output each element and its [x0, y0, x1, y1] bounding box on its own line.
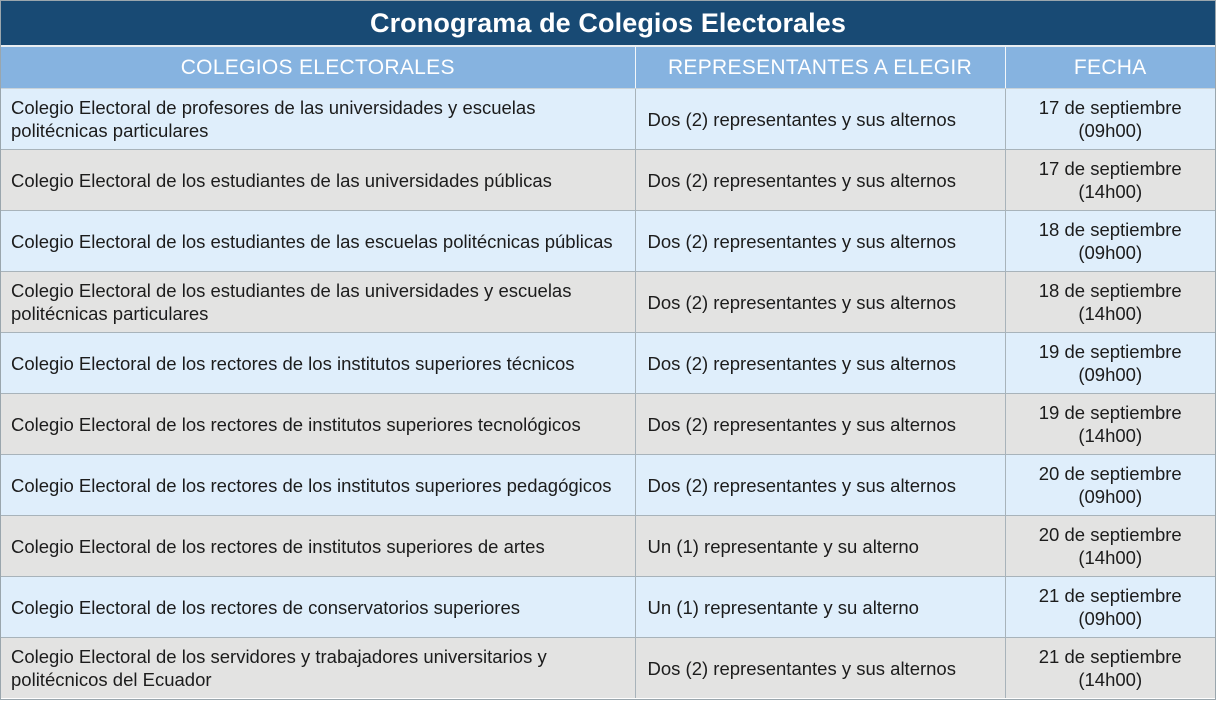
- colegio-cell: Colegio Electoral de los rectores de institutos superiores tecnológicos: [1, 394, 635, 455]
- table-row: [1, 577, 1215, 638]
- fecha-day: 17 de septiembre: [1038, 97, 1182, 118]
- table-row: [1, 150, 1215, 211]
- table-row: [1, 394, 1215, 455]
- fecha-cell: [1005, 394, 1215, 455]
- fecha-time: (14h00): [1078, 303, 1143, 324]
- representantes-cell: Un (1) representante y su alterno: [635, 577, 1005, 638]
- fecha-cell: [1005, 455, 1215, 516]
- table-row: [1, 638, 1215, 699]
- fecha-day: 21 de septiembre: [1038, 585, 1182, 606]
- fecha-day: 20 de septiembre: [1038, 524, 1182, 545]
- table-row: [1, 516, 1215, 577]
- colegio-cell: Colegio Electoral de los rectores de los institutos superiores pedagógicos: [1, 455, 635, 516]
- header-row: [1, 47, 1215, 89]
- representantes-cell: Dos (2) representantes y sus alternos: [635, 272, 1005, 333]
- fecha-day: 18 de septiembre: [1038, 219, 1182, 240]
- fecha-day: 21 de septiembre: [1038, 646, 1182, 667]
- fecha-time: (14h00): [1078, 547, 1143, 568]
- fecha-cell: [1005, 272, 1215, 333]
- fecha-day: 20 de septiembre: [1038, 463, 1182, 484]
- table-row: [1, 272, 1215, 333]
- representantes-cell: Dos (2) representantes y sus alternos: [635, 638, 1005, 699]
- colegio-cell: Colegio Electoral de los rectores de institutos superiores de artes: [1, 516, 635, 577]
- fecha-cell: [1005, 89, 1215, 150]
- fecha-day: 19 de septiembre: [1038, 402, 1182, 423]
- fecha-cell: [1005, 333, 1215, 394]
- fecha-cell: [1005, 577, 1215, 638]
- fecha-time: (09h00): [1078, 364, 1143, 385]
- fecha-time: (09h00): [1078, 486, 1143, 507]
- table-row: [1, 211, 1215, 272]
- representantes-cell: Dos (2) representantes y sus alternos: [635, 394, 1005, 455]
- fecha-time: (14h00): [1078, 669, 1143, 690]
- table-row: [1, 333, 1215, 394]
- electoral-colleges-table: [1, 47, 1215, 698]
- representantes-cell: Dos (2) representantes y sus alternos: [635, 455, 1005, 516]
- table-title: Cronograma de Colegios Electorales: [1, 1, 1215, 47]
- representantes-cell: Dos (2) representantes y sus alternos: [635, 211, 1005, 272]
- table-row: [1, 455, 1215, 516]
- fecha-day: 17 de septiembre: [1038, 158, 1182, 179]
- colegio-cell: Colegio Electoral de los rectores de los institutos superiores técnicos: [1, 333, 635, 394]
- colegio-cell: Colegio Electoral de los estudiantes de las universidades públicas: [1, 150, 635, 211]
- header-fecha: FECHA: [1005, 47, 1215, 89]
- colegio-cell: Colegio Electoral de profesores de las universidades y escuelas politécnicas particulares: [1, 89, 635, 150]
- colegio-cell: Colegio Electoral de los estudiantes de las escuelas politécnicas públicas: [1, 211, 635, 272]
- table-row: [1, 89, 1215, 150]
- fecha-cell: [1005, 638, 1215, 699]
- colegio-cell: Colegio Electoral de los estudiantes de las universidades y escuelas politécnicas particulares: [1, 272, 635, 333]
- fecha-time: (09h00): [1078, 242, 1143, 263]
- fecha-time: (09h00): [1078, 608, 1143, 629]
- colegio-cell: Colegio Electoral de los servidores y trabajadores universitarios y politécnicos del Ecuador: [1, 638, 635, 699]
- representantes-cell: Dos (2) representantes y sus alternos: [635, 89, 1005, 150]
- header-colegios: COLEGIOS ELECTORALES: [1, 47, 635, 89]
- header-representantes: REPRESENTANTES A ELEGIR: [635, 47, 1005, 89]
- representantes-cell: Un (1) representante y su alterno: [635, 516, 1005, 577]
- representantes-cell: Dos (2) representantes y sus alternos: [635, 333, 1005, 394]
- fecha-time: (14h00): [1078, 425, 1143, 446]
- fecha-day: 18 de septiembre: [1038, 280, 1182, 301]
- colegio-cell: Colegio Electoral de los rectores de conservatorios superiores: [1, 577, 635, 638]
- fecha-cell: [1005, 516, 1215, 577]
- fecha-cell: [1005, 150, 1215, 211]
- fecha-day: 19 de septiembre: [1038, 341, 1182, 362]
- fecha-time: (09h00): [1078, 120, 1143, 141]
- fecha-time: (14h00): [1078, 181, 1143, 202]
- fecha-cell: [1005, 211, 1215, 272]
- representantes-cell: Dos (2) representantes y sus alternos: [635, 150, 1005, 211]
